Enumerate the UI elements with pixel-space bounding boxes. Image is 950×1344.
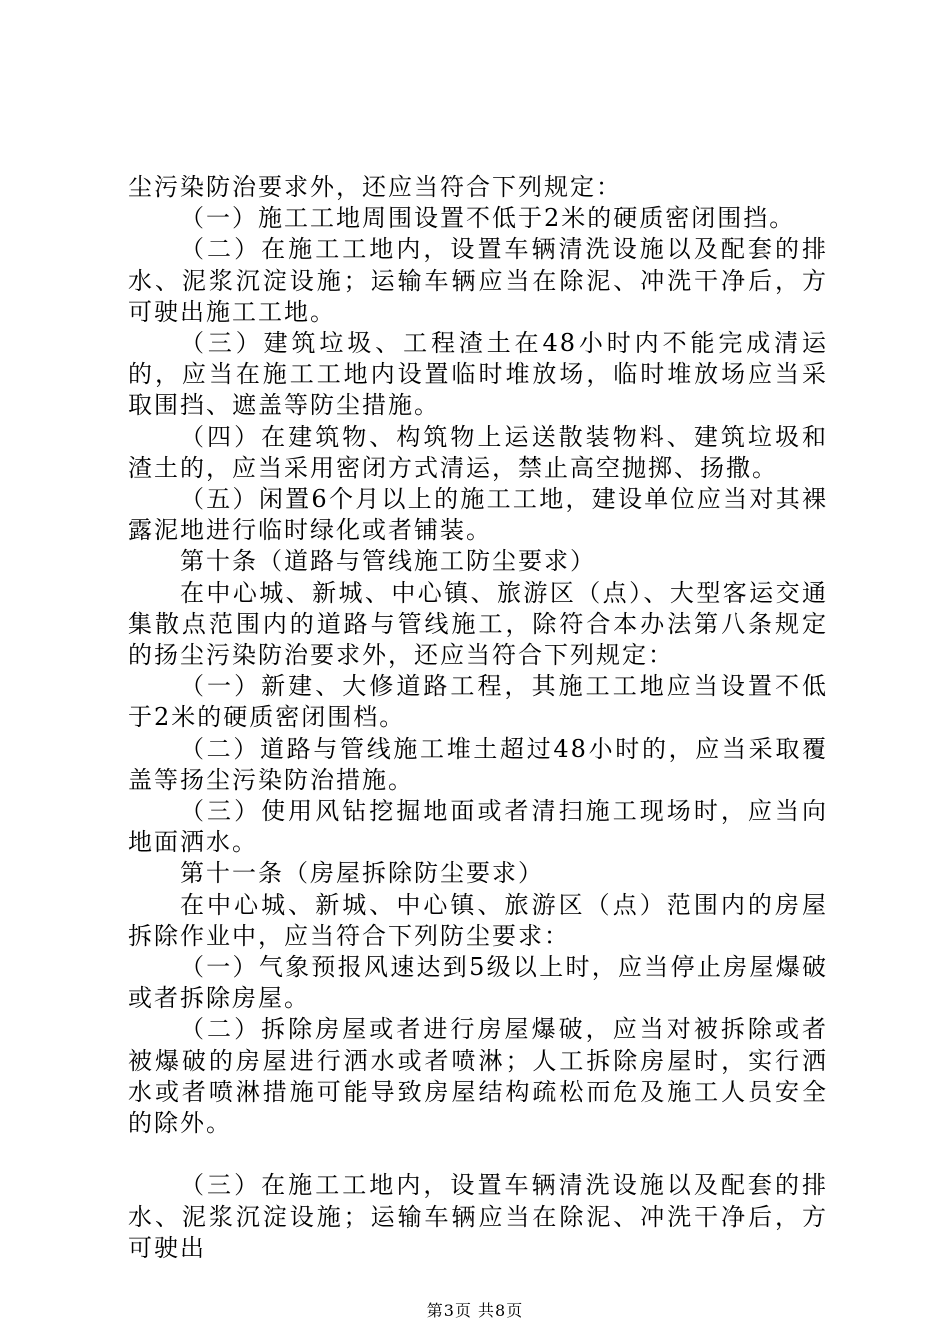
paragraph: （四）在建筑物、构筑物上运送散装物料、建筑垃圾和渣土的，应当采用密闭方式清运，禁止高空抛掷、扬撒。 xyxy=(128,422,828,482)
section-heading: 第十一条（房屋拆除防尘要求） xyxy=(180,859,544,888)
paragraph: （五）闲置6个月以上的施工工地，建设单位应当对其裸露泥地进行临时绿化或者铺装。 xyxy=(128,485,828,545)
paragraph: （二）在施工工地内，设置车辆清洗设施以及配套的排水、泥浆沉淀设施；运输车辆应当在除泥、冲洗干净后，方可驶出施工工地。 xyxy=(128,235,828,326)
paragraph: （二）道路与管线施工堆土超过48小时的，应当采取覆盖等扬尘污染防治措施。 xyxy=(128,734,828,794)
section-heading: 第十条（道路与管线施工防尘要求） xyxy=(180,547,596,576)
paragraph: 尘污染防治要求外，还应当符合下列规定： xyxy=(128,173,622,201)
paragraph: （一）新建、大修道路工程，其施工工地应当设置不低于2米的硬质密闭围档。 xyxy=(128,672,828,732)
paragraph: 在中心城、新城、中心镇、旅游区（点）、大型客运交通集散点范围内的道路与管线施工，除符合本办法第八条规定的扬尘污染防治要求外，还应当符合下列规定： xyxy=(128,578,828,670)
paragraph: （三）在施工工地内，设置车辆清洗设施以及配套的排水、泥浆沉淀设施；运输车辆应当在除泥、冲洗干净后，方可驶出 xyxy=(128,1171,828,1262)
paragraph: 在中心城、新城、中心镇、旅游区（点）范围内的房屋拆除作业中，应当符合下列防尘要求： xyxy=(128,890,828,950)
paragraph-gap xyxy=(128,1139,828,1170)
page-number-footer: 第3页 共8页 xyxy=(426,1301,524,1320)
paragraph: （二）拆除房屋或者进行房屋爆破，应当对被拆除或者被爆破的房屋进行洒水或者喷淋；人工拆除房屋时，实行洒水或者喷淋措施可能导致房屋结构疏松而危及施工人员安全的除外。 xyxy=(128,1015,828,1138)
paragraph: （一）施工工地周围设置不低于2米的硬质密闭围挡。 xyxy=(180,204,796,233)
paragraph: （三）使用风钻挖掘地面或者清扫施工现场时，应当向地面洒水。 xyxy=(128,797,828,857)
paragraph: （一）气象预报风速达到5级以上时，应当停止房屋爆破或者拆除房屋。 xyxy=(128,953,828,1013)
paragraph: （三）建筑垃圾、工程渣土在48小时内不能完成清运的，应当在施工工地内设置临时堆放场，临时堆放场应当采取围挡、遮盖等防尘措施。 xyxy=(128,329,828,420)
document-body xyxy=(128,172,828,1264)
